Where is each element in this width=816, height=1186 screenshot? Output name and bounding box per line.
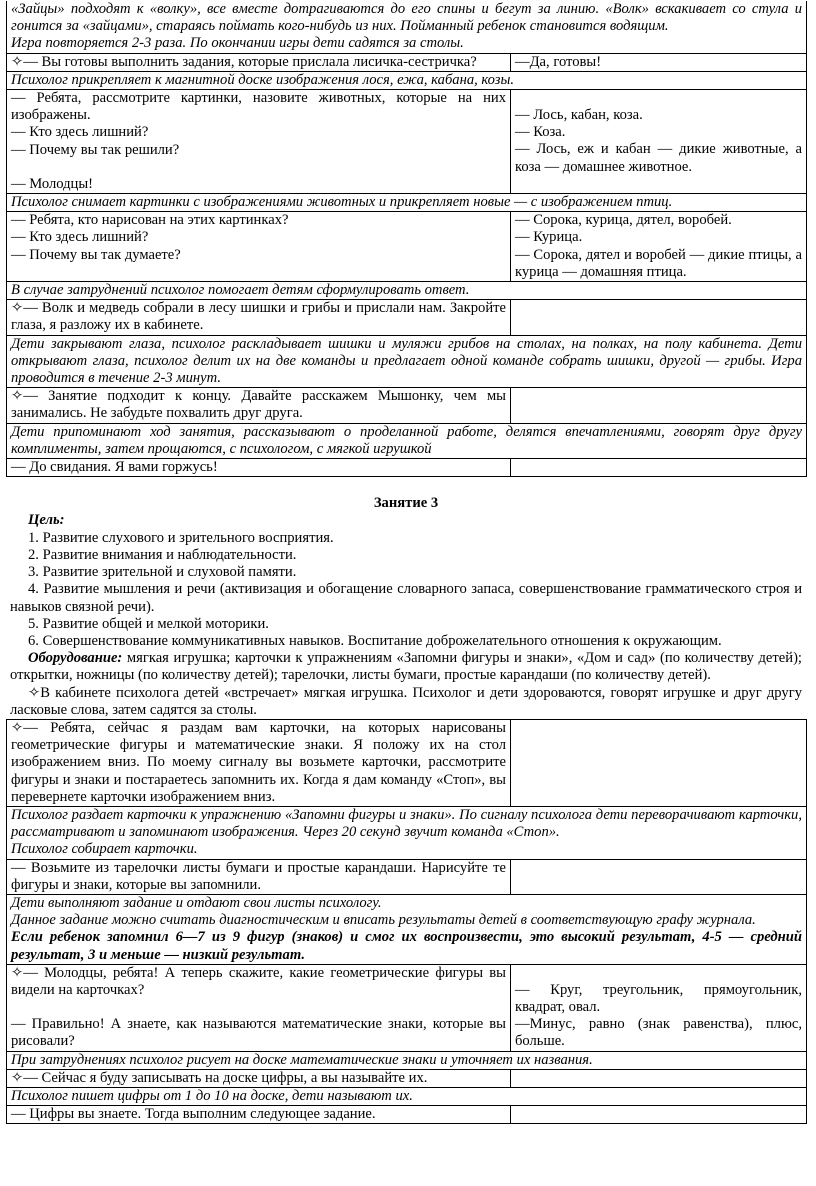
answer-phrase: — Коза. [515,124,566,141]
equipment-paragraph [10,650,802,684]
note-text: Психолог собирает карточки. [11,841,198,858]
goal-item: 3. Развитие зрительной и слуховой памяти. [28,564,297,581]
empty-cell [511,859,807,894]
note-text: Психолог раздает карточки к упражнению «Запомни фигуры и знаки». По сигналу психолога дети переворачивают карточки, рассматривают и запоминают изображения. Через 20 секунд звучит команда «Стоп». [11,806,802,841]
teacher-phrase: — Молодцы! [11,175,94,192]
psychologist-note: В случае затруднений психолог помогает детям сформулировать ответ. [7,282,807,300]
teacher-line: — Возьмите из тарелочки листы бумаги и простые карандаши. Нарисуйте те фигуры и знаки, которые вы запомнили. [7,859,511,894]
teacher-phrase: — Кто здесь лишний? [11,124,149,141]
goal-item: 5. Развитие общей и мелкой моторики. [28,615,269,632]
answer-phrase: — Сорока, дятел и воробей — дикие птицы, а курица — домашняя птица. [515,246,803,280]
game-text: «Зайцы» подходят к «волку», все вместе дотрагиваются до его спины и бегут за линию. «Волк» вскакивает со стула и гонится за «зайцами», стараясь поймать кого-нибудь из них. Пойманный ребенок становится водящим. [11,1,803,35]
note-text: Данное задание можно считать диагностическим и вписать результаты детей в соответствующую графу журнала. [11,912,756,929]
intro-paragraph: ✧В кабинете психолога детей «встречает» мягкая игрушка. Психолог и дети здороваются, говорят игрушке и друг другу ласковые слова, затем садятся за столы. [10,684,802,718]
lesson-table-1 [6,1,807,477]
answer-phrase: — Лось, еж и кабан — дикие животные, а коза — домашнее животное. [515,141,803,175]
lesson-section [6,495,806,719]
empty-cell [511,388,807,423]
note-text: Дети выполняют задание и отдают свои листы психологу. [11,894,382,911]
spacer [11,999,506,1016]
psychologist-note: Дети закрывают глаза, психолог раскладывает шишки и муляжи грибов на столах, на полках, на полу кабинета. Дети открывают глаза, психолог делит их на две команды и предлагает одной команде собрать шишки, другой — грибы. Игра проводится в течение 2-3 минут. [7,335,807,388]
psychologist-note: Дети припоминают ход занятия, рассказывают о проделанной работе, делятся впечатлениями, говорят друг другу комплименты, затем прощаются, с психологом, с мягкой игрушкой [7,423,807,458]
goal-label: Цель: [28,512,65,529]
goal-item: 6. Совершенствование коммуникативных навыков. Воспитание доброжелательного отношения к окружающим. [28,632,722,649]
psychologist-note: Психолог снимает картинки с изображениями животных и прикрепляет новые — с изображением птиц. [7,194,807,212]
teacher-phrase: — Почему вы так решили? [11,141,180,158]
answer-phrase: — Лось, кабан, коза. [515,107,643,124]
teacher-phrase: — Ребята, кто нарисован на этих картинках? [11,212,289,229]
teacher-line: ✧— Ребята, сейчас я раздам вам карточки, на которых нарисованы геометрические фигуры и математические знаки. Я положу их на стол изображением вниз. По моему сигналу вы возьмете карточки, рассмотрите фигуры и знаки и постараетесь запомнить их. Когда я дам команду «Стоп», вы перевернете карточки изображением вниз. [7,719,511,806]
lesson-title: Занятие 3 [373,495,439,512]
answer-phrase: — Сорока, курица, дятел, воробей. [515,212,732,229]
empty-cell [511,300,807,335]
result-criteria: Если ребенок запомнил 6—7 из 9 фигур (знаков) и смог их воспроизвести, это высокий результат, 4-5 — средний результат, 3 и меньше — низкий результат. [11,929,802,963]
document-page [6,0,806,1124]
children-answer: —Да, готовы! [511,53,807,71]
goal-item: 1. Развитие слухового и зрительного восприятия. [28,529,334,546]
psychologist-note: Психолог пишет цифры от 1 до 10 на доске, дети называют их. [7,1087,807,1105]
equipment-label: Оборудование: [28,650,123,667]
empty-cell [511,459,807,477]
teacher-line: ✧— Вы готовы выполнить задания, которые прислала лисичка-сестричка? [7,53,511,71]
spacer [515,90,802,107]
children-answer [511,90,807,194]
teacher-phrase: — Правильно! А знаете, как называются математические знаки, которые вы рисовали? [11,1016,506,1050]
children-answer [511,964,807,1051]
spacer [11,159,506,176]
empty-cell [511,1069,807,1087]
answer-phrase: — Круг, треугольник, прямоугольник, квадрат, овал. [515,981,802,1015]
psychologist-note: При затруднениях психолог рисует на доске математические знаки и уточняет их названия. [7,1051,807,1069]
game-description [7,1,807,53]
teacher-line [7,964,511,1051]
teacher-line: — До свидания. Я вами горжусь! [7,459,511,477]
equipment-text: мягкая игрушка; карточки к упражнениям «Запомни фигуры и знаки», «Дом и сад» (по количеству детей); открытки, ножницы (по количеству детей); тарелочки, листы бумаги, простые карандаши (по количеству детей). [10,650,802,684]
teacher-line [7,90,511,194]
answer-phrase: — Курица. [515,229,583,246]
teacher-line [7,212,511,282]
answer-phrase: —Минус, равно (знак равенства), плюс, больше. [515,1016,802,1050]
teacher-line: ✧— Сейчас я буду записывать на доске цифры, а вы называйте их. [7,1069,511,1087]
teacher-phrase: ✧— Молодцы, ребята! А теперь скажите, какие геометрические фигуры вы видели на карточках? [11,964,506,998]
lesson-table-2 [6,719,807,1124]
psychologist-note [7,806,807,859]
psychologist-note [7,894,807,964]
empty-cell [511,1106,807,1124]
goal-item: 2. Развитие внимания и наблюдательности. [28,546,297,563]
teacher-line: ✧— Волк и медведь собрали в лесу шишки и грибы и прислали нам. Закройте глаза, я разложу их в кабинете. [7,300,511,335]
empty-cell [511,719,807,806]
goal-item: 4. Развитие мышления и речи (активизация и обогащение словарного запаса, совершенствование грамматического строя и навыков связной речи). [10,581,802,615]
teacher-phrase: — Ребята, рассмотрите картинки, назовите животных, которые на них изображены. [11,90,506,124]
teacher-line: — Цифры вы знаете. Тогда выполним следующее задание. [7,1106,511,1124]
teacher-phrase: — Кто здесь лишний? [11,229,149,246]
game-repeat-note: Игра повторяется 2-3 раза. По окончании игры дети садятся за столы. [11,35,464,52]
psychologist-note: Психолог прикрепляет к магнитной доске изображения лося, ежа, кабана, козы. [7,71,807,89]
teacher-line: ✧— Занятие подходит к концу. Давайте расскажем Мышонку, чем мы занимались. Не забудьте похвалить друг друга. [7,388,511,423]
teacher-phrase: — Почему вы так думаете? [11,246,181,263]
spacer [515,965,802,982]
children-answer [511,212,807,282]
